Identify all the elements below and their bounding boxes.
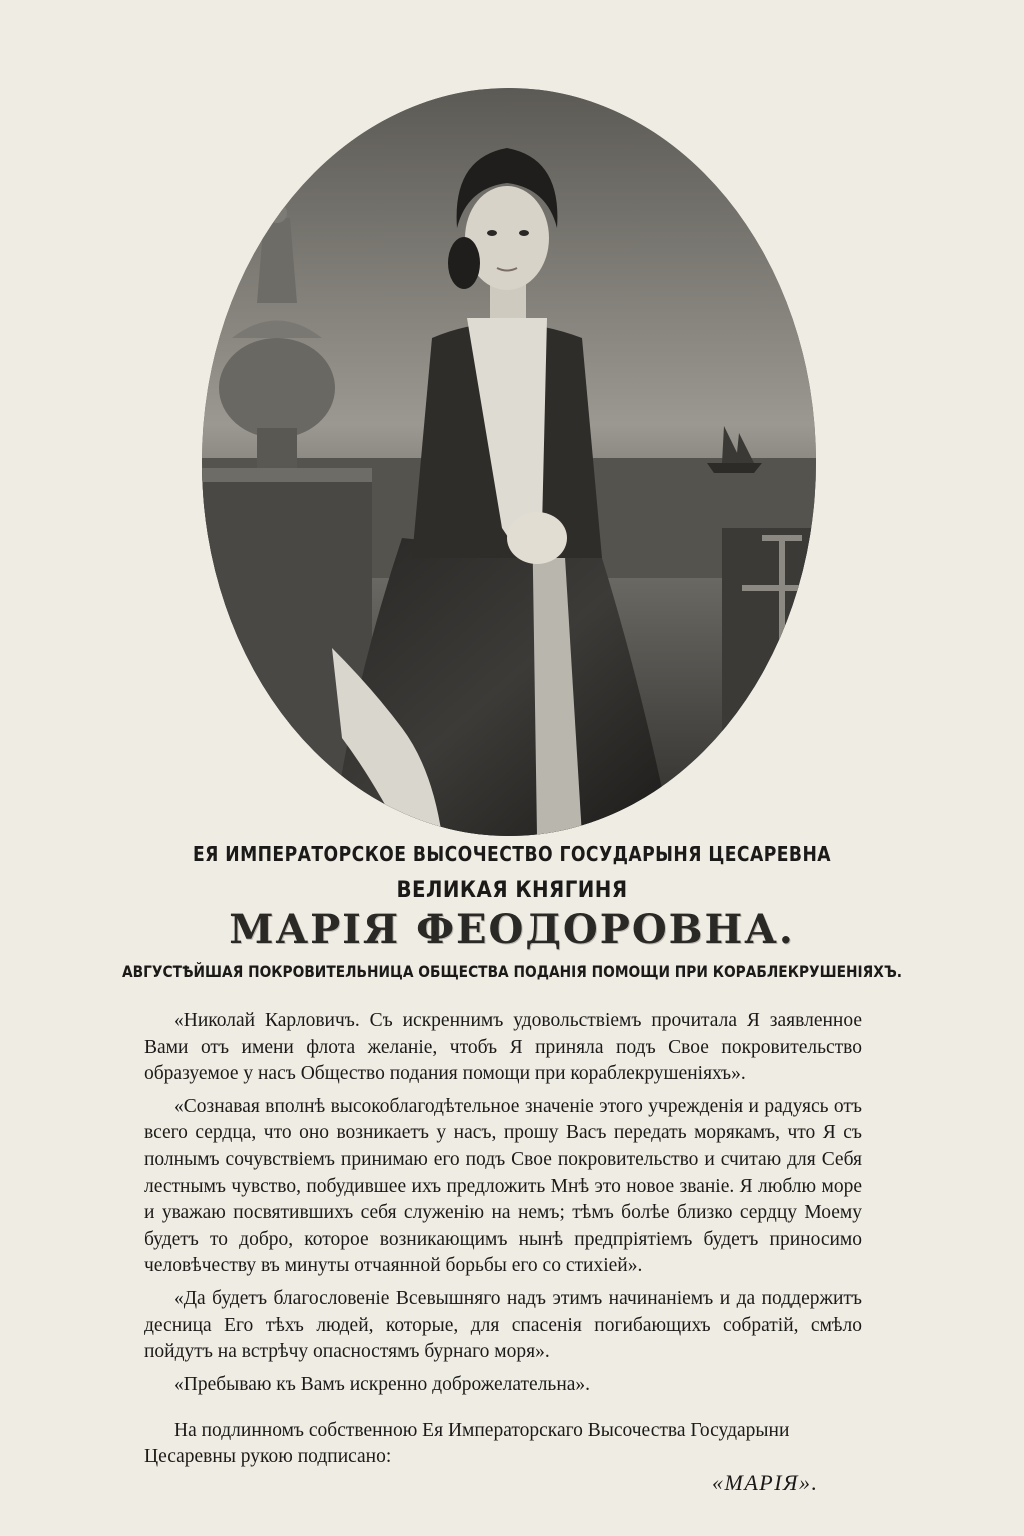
letter-paragraph: «Пребываю къ Вамъ искренно доброжелательна».	[174, 1373, 591, 1395]
portrait-illustration	[202, 88, 816, 836]
title-name: МАРІЯ ФЕОДОРОВНА.	[229, 906, 795, 953]
portrait-engraving	[202, 88, 816, 836]
title-line-1: ЕЯ ИМПЕРАТОРСКОЕ ВЫСОЧЕСТВО ГОСУДАРЫНЯ ЦЕСАРЕВНА	[192, 842, 832, 866]
signature: «МАРІЯ».	[712, 1470, 819, 1495]
letter-paragraph: «Сознавая вполнѣ высокоблагодѣтельное значеніе этого учрежденія и радуясь отъ всего сердца, что оно возникаетъ у насъ, прошу Васъ передать морякамъ, что Я съ полнымъ сочувствіемъ принимаю его подъ Свое покровительство и считаю для Себя лестнымъ чувство, побудившее ихъ предложить Мнѣ это новое званіе. Я люблю море и уважаю посвятившихъ себя служенію на немъ; тѣмъ болѣе близко сердцу Моему будетъ то добро, которое возникающимъ нынѣ предпріятіемъ будетъ приносимо человѣчеству въ минуты отчаянной борьбы его со стихіей».	[144, 1095, 862, 1277]
title-subtitle: АВГУСТѢЙШАЯ ПОКРОВИТЕЛЬНИЦА ОБЩЕСТВА ПОДАНІЯ ПОМОЩИ ПРИ КОРАБЛЕКРУШЕНІЯХЪ.	[121, 962, 903, 981]
signature-note	[144, 1418, 862, 1470]
letter-paragraph: «Да будетъ благословеніе Всевышняго надъ этимъ начинаніемъ и да поддержитъ десница Его тѣхъ людей, которые, для спасенія погибающихъ собратій, смѣло пойдутъ на встрѣчу опасностямъ бурнаго моря».	[144, 1287, 862, 1363]
letter-body	[144, 1008, 862, 1404]
signature-note-text: На подлинномъ собственною Ея Императорскаго Высочества Государыни Цесаревны рукою подписано:	[144, 1420, 790, 1467]
letter-paragraph: «Николай Карловичъ. Съ искреннимъ удовольствіемъ прочитала Я заявленное Вами отъ имени флота желаніе, чтобъ Я приняла подъ Свое покровительство образуемое у насъ Общество подания помощи при кораблекрушеніяхъ».	[144, 1010, 862, 1085]
title-line-2: ВЕЛИКАЯ КНЯГИНЯ	[396, 878, 628, 903]
